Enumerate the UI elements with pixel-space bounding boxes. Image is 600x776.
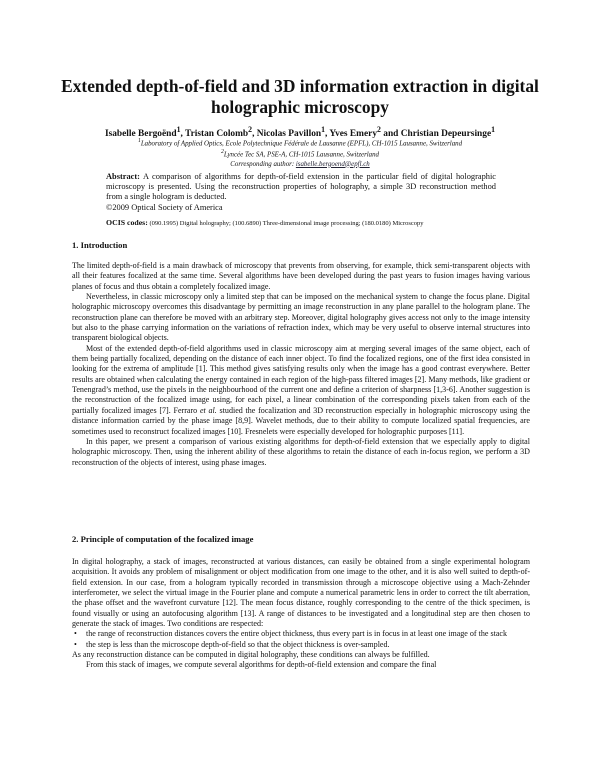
- author-list: Isabelle Bergoënd$^1$, Tristan Colomb$^2$, Nicolas Pavillon$^1$, Yves Emery$^2$ and Christian Depeursinge$^1$: [104, 125, 496, 140]
- email-link[interactable]: isabelle.bergoend@epfl.ch: [295, 160, 370, 168]
- abstract-label: Abstract:: [106, 172, 140, 181]
- paper-title: Extended depth-of-field and 3D information extraction in digital holographic microscopy: [61, 76, 539, 117]
- author-name: Yves Emery: [329, 129, 378, 140]
- list-item: • the range of reconstruction distances covers the entire object thickness, thus every part is in focus in at least one image of the stack: [82, 629, 530, 639]
- abstract-text: A comparison of algorithms for depth-of-field extension in the particular field of digital holographic microscopy is presented. Using the reconstruction properties of holography, a simple 3D reconstruction method from a single hologram is deducted.: [106, 172, 496, 202]
- ocis-text: (090.1995) Digital holography; (100.6890) Three-dimensional image processing; (180.0180) Microscopy: [149, 220, 424, 227]
- author-name: Nicolas Pavillon: [256, 129, 322, 140]
- ocis-codes: [106, 218, 506, 228]
- affiliations: [40, 137, 560, 169]
- paragraph: As any reconstruction distance can be computed in digital holography, these conditions can always be fulfilled.: [72, 650, 430, 660]
- paragraph: The limited depth-of-field is a main drawback of microscopy that prevents from observing, for example, thick semi-transparent objects with all their features focalized at the same time. Several algorithms have been developed during the past years to fusion images having various planes of focus and thus obtain a completely focalized image.: [72, 261, 530, 291]
- paragraph: From this stack of images, we compute several algorithms for depth-of-field extension and compare the final: [86, 660, 437, 670]
- author-name: Isabelle Bergoënd: [104, 129, 177, 140]
- copyright: ©2009 Optical Society of America: [106, 202, 223, 212]
- author-name: Christian Depeursinge: [400, 129, 492, 140]
- author-affil-sup: 1: [321, 125, 326, 134]
- affiliation-2: $^2$Lyncée Tec SA, PSE-A, CH-1015 Lausanne, Switzerland: [220, 149, 379, 159]
- paragraph: In this paper, we present a comparison of various existing algorithms for depth-of-field extension that we especially apply to digital holographic microscopy. Then, using the inherent ability of these algorithms to retain the distance of each in-focus region, we perform a 3D reconstruction of the objects of interest, using phase images.: [72, 436, 530, 467]
- author-affil-sup: 1: [491, 125, 496, 134]
- principle-body: [72, 557, 530, 671]
- section-heading-principle: 2. Principle of computation of the focalized image: [72, 534, 254, 544]
- paragraph: Nevertheless, in classic microscopy only a limited step that can be imposed on the mechanical system to change the focus plane. Digital holographic microscopy overcomes this disadvantage by permitting an image reconstruction in any plane parallel to the hologram plane. The reconstruction plane can therefore be moved with an arbitrary step. Moreover, digital holography gives access not only to the image intensity but also to the phase carrying information on the variations of refraction index, which may be very useful to observe internal structures into transparent biological objects.: [72, 292, 530, 343]
- paragraph: Most of the extended depth-of-field algorithms used in classic microscopy aim at merging several images of the same object, each of them being partially focalized, depending on the distance of each inner object. To find the focalized regions, one of the first idea consisted in looking for the extrema of amplitude [1]. This method gives satisfying results only when the image has a good contrast everywhere. Better results are obtained when calculating the energy contained in each region of the high-pass filtered images [2]. Many methods, like gradient or Tenengrad’s method, use the pixels in the neighbourhood of the current one and define a criterion of sharpness [1,3-6]. Another suggestion is the reconstruction of the focalized image using, for each pixel, a linear combination of the corresponding pixels taken from each of the partially focalized images [7]. Ferraro et al. studied the focalization and 3D reconstruction especially in holographic microscopy using the distance information carried by the phase image [8,9]. Wavelet methods, due to their ability to compute localized spatial frequencies, are sometimes used to reconstruct focalized images [10]. Fresnelets were especially developed for holographic purposes [11].: [72, 343, 531, 436]
- list-item: • the step is less than the microscope depth-of-field so that the object thickness is over-sampled.: [82, 640, 530, 650]
- author-affil-sup: 1: [176, 125, 181, 134]
- paragraph: In digital holography, a stack of images, reconstructed at various distances, can easily be obtained from a single experimental hologram acquisition. It avoids any problem of misalignment or object modification from one image to the other, and it is also well suited to depth-of-field extension. In our case, from a hologram typically recorded in transmission through a microscope objective using a Mach-Zehnder interferometer, we select the virtual image in the Fourier plane and compute a numerical parametric lens in order to correct the tilt aberration, the phase offset and the wavefront curvature [12]. The mean focus distance, roughly corresponding to the centre of the thick specimen, is found visually or using an autofocusing algorithm [13]. A range of distances to be investigated and a longitudinal step are then chosen to generate the stack of images. Two conditions are respected:: [72, 557, 530, 629]
- ocis-label: OCIS codes:: [106, 218, 148, 227]
- corresponding-author: Corresponding author: isabelle.bergoend@epfl.ch: [230, 160, 370, 168]
- introduction-body: [72, 261, 530, 468]
- section-heading-introduction: 1. Introduction: [72, 240, 128, 250]
- author-affil-sup: 2: [377, 125, 381, 134]
- author-affil-sup: 2: [248, 125, 253, 134]
- affiliation-1: $^1$Laboratory of Applied Optics, Ecole Polytechnique Fédérale de Lausanne (EPFL), CH-1015 Lausanne, Switzerland: [137, 138, 463, 148]
- author-name: Tristan Colomb: [185, 129, 249, 140]
- condition-list: [72, 629, 530, 650]
- abstract: [106, 172, 496, 213]
